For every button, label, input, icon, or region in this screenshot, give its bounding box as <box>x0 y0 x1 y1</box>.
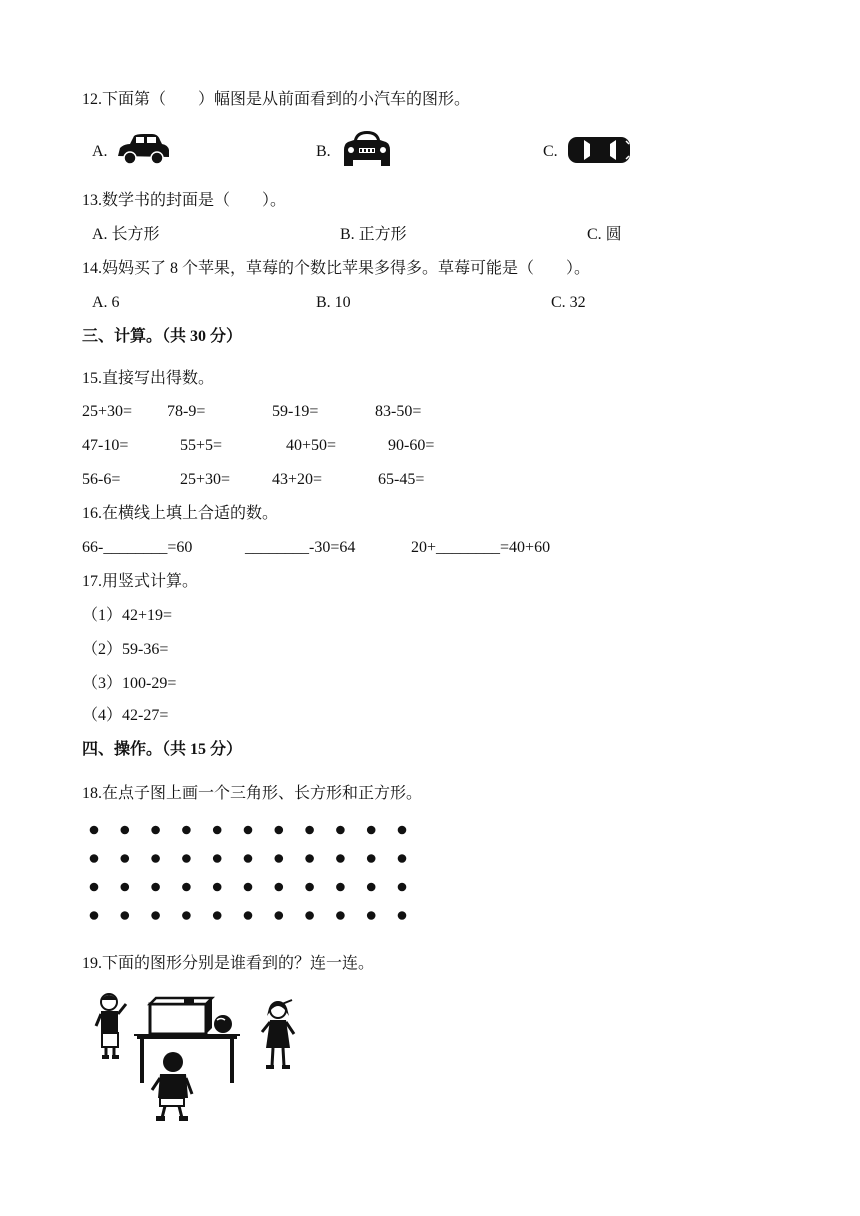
q13-question: 13.数学书的封面是（ ）。 <box>82 192 287 209</box>
car-front-view-icon <box>340 128 394 168</box>
q15-r3-c4: 65-45= <box>378 471 425 488</box>
grid-dot[interactable] <box>244 854 253 863</box>
grid-dot[interactable] <box>244 911 253 920</box>
car-side-view-icon <box>114 130 172 168</box>
grid-dot[interactable] <box>151 826 160 835</box>
section-3-title: 三、计算。（共 30 分） <box>82 328 243 345</box>
q15-r2-c3: 40+50= <box>286 437 337 454</box>
observation-scene-illustration <box>92 990 304 1124</box>
q16-item-1: 66-________=60 <box>82 539 193 556</box>
grid-dot[interactable] <box>121 883 130 892</box>
grid-dot[interactable] <box>182 911 191 920</box>
q15-r1-c1: 25+30= <box>82 403 133 420</box>
grid-dot[interactable] <box>151 854 160 863</box>
grid-dot[interactable] <box>275 854 284 863</box>
grid-dot[interactable] <box>275 826 284 835</box>
grid-dot[interactable] <box>275 911 284 920</box>
q17-item-3: （3）100-29= <box>82 675 177 692</box>
grid-dot[interactable] <box>336 883 345 892</box>
grid-dot[interactable] <box>305 854 314 863</box>
q19-question: 19.下面的图形分别是谁看到的？连一连。 <box>82 955 375 972</box>
grid-dot[interactable] <box>121 826 130 835</box>
q14-question: 14.妈妈买了 8 个苹果，草莓的个数比苹果多得多。草莓可能是（ ）。 <box>82 260 591 277</box>
q16-item-3: 20+________=40+60 <box>411 539 551 556</box>
q12-question: 12.下面第（ ）幅图是从前面看到的小汽车的图形。 <box>82 91 471 108</box>
q12-option-c-label: C. <box>543 143 558 160</box>
q16-question: 16.在横线上填上合适的数。 <box>82 505 279 522</box>
q14-option-a: A. 6 <box>92 294 120 311</box>
grid-dot[interactable] <box>151 911 160 920</box>
grid-dot[interactable] <box>305 911 314 920</box>
grid-dot[interactable] <box>90 883 99 892</box>
q13-option-a: A. 长方形 <box>92 226 160 243</box>
q13-option-b: B. 正方形 <box>340 226 407 243</box>
q13-option-c: C. 圆 <box>587 226 622 243</box>
grid-dot[interactable] <box>213 826 222 835</box>
q15-r3-c3: 43+20= <box>272 471 323 488</box>
grid-dot[interactable] <box>213 883 222 892</box>
grid-dot[interactable] <box>244 883 253 892</box>
q16-item-2: ________-30=64 <box>245 539 356 556</box>
grid-dot[interactable] <box>151 883 160 892</box>
q15-r1-c3: 59-19= <box>272 403 319 420</box>
grid-dot[interactable] <box>90 854 99 863</box>
grid-dot[interactable] <box>367 911 376 920</box>
q12-option-b-label: B. <box>316 143 331 160</box>
grid-dot[interactable] <box>398 883 407 892</box>
q15-question: 15.直接写出得数。 <box>82 370 215 387</box>
dot-grid[interactable] <box>86 820 416 930</box>
grid-dot[interactable] <box>213 911 222 920</box>
grid-dot[interactable] <box>336 826 345 835</box>
boy-front-figure <box>152 1052 192 1121</box>
car-top-view-icon <box>566 134 632 166</box>
section-4-title: 四、操作。（共 15 分） <box>82 741 243 758</box>
q15-r2-c2: 55+5= <box>180 437 223 454</box>
grid-dot[interactable] <box>182 826 191 835</box>
grid-dot[interactable] <box>90 826 99 835</box>
grid-dot[interactable] <box>121 854 130 863</box>
boy-left-figure <box>96 994 126 1059</box>
grid-dot[interactable] <box>305 826 314 835</box>
grid-dot[interactable] <box>398 911 407 920</box>
table-icon <box>134 1034 240 1083</box>
grid-dot[interactable] <box>367 826 376 835</box>
q17-question: 17.用竖式计算。 <box>82 573 199 590</box>
grid-dot[interactable] <box>244 826 253 835</box>
ball-icon <box>214 1015 232 1033</box>
girl-right-figure <box>262 1000 294 1069</box>
q15-r3-c1: 56-6= <box>82 471 121 488</box>
q14-option-c: C. 32 <box>551 294 586 311</box>
grid-dot[interactable] <box>121 911 130 920</box>
grid-dot[interactable] <box>275 883 284 892</box>
grid-dot[interactable] <box>182 854 191 863</box>
box-icon <box>150 998 212 1034</box>
q12-option-a-label: A. <box>92 143 108 160</box>
q17-item-4: （4）42-27= <box>82 707 169 724</box>
grid-dot[interactable] <box>90 911 99 920</box>
q17-item-1: （1）42+19= <box>82 607 173 624</box>
q15-r1-c4: 83-50= <box>375 403 422 420</box>
q15-r2-c4: 90-60= <box>388 437 435 454</box>
grid-dot[interactable] <box>213 854 222 863</box>
q14-option-b: B. 10 <box>316 294 351 311</box>
grid-dot[interactable] <box>182 883 191 892</box>
q18-question: 18.在点子图上画一个三角形、长方形和正方形。 <box>82 785 423 802</box>
grid-dot[interactable] <box>367 883 376 892</box>
grid-dot[interactable] <box>336 911 345 920</box>
grid-dot[interactable] <box>398 854 407 863</box>
grid-dot[interactable] <box>398 826 407 835</box>
q17-item-2: （2）59-36= <box>82 641 169 658</box>
q15-r1-c2: 78-9= <box>167 403 206 420</box>
grid-dot[interactable] <box>305 883 314 892</box>
q15-r2-c1: 47-10= <box>82 437 129 454</box>
q15-r3-c2: 25+30= <box>180 471 231 488</box>
grid-dot[interactable] <box>336 854 345 863</box>
grid-dot[interactable] <box>367 854 376 863</box>
